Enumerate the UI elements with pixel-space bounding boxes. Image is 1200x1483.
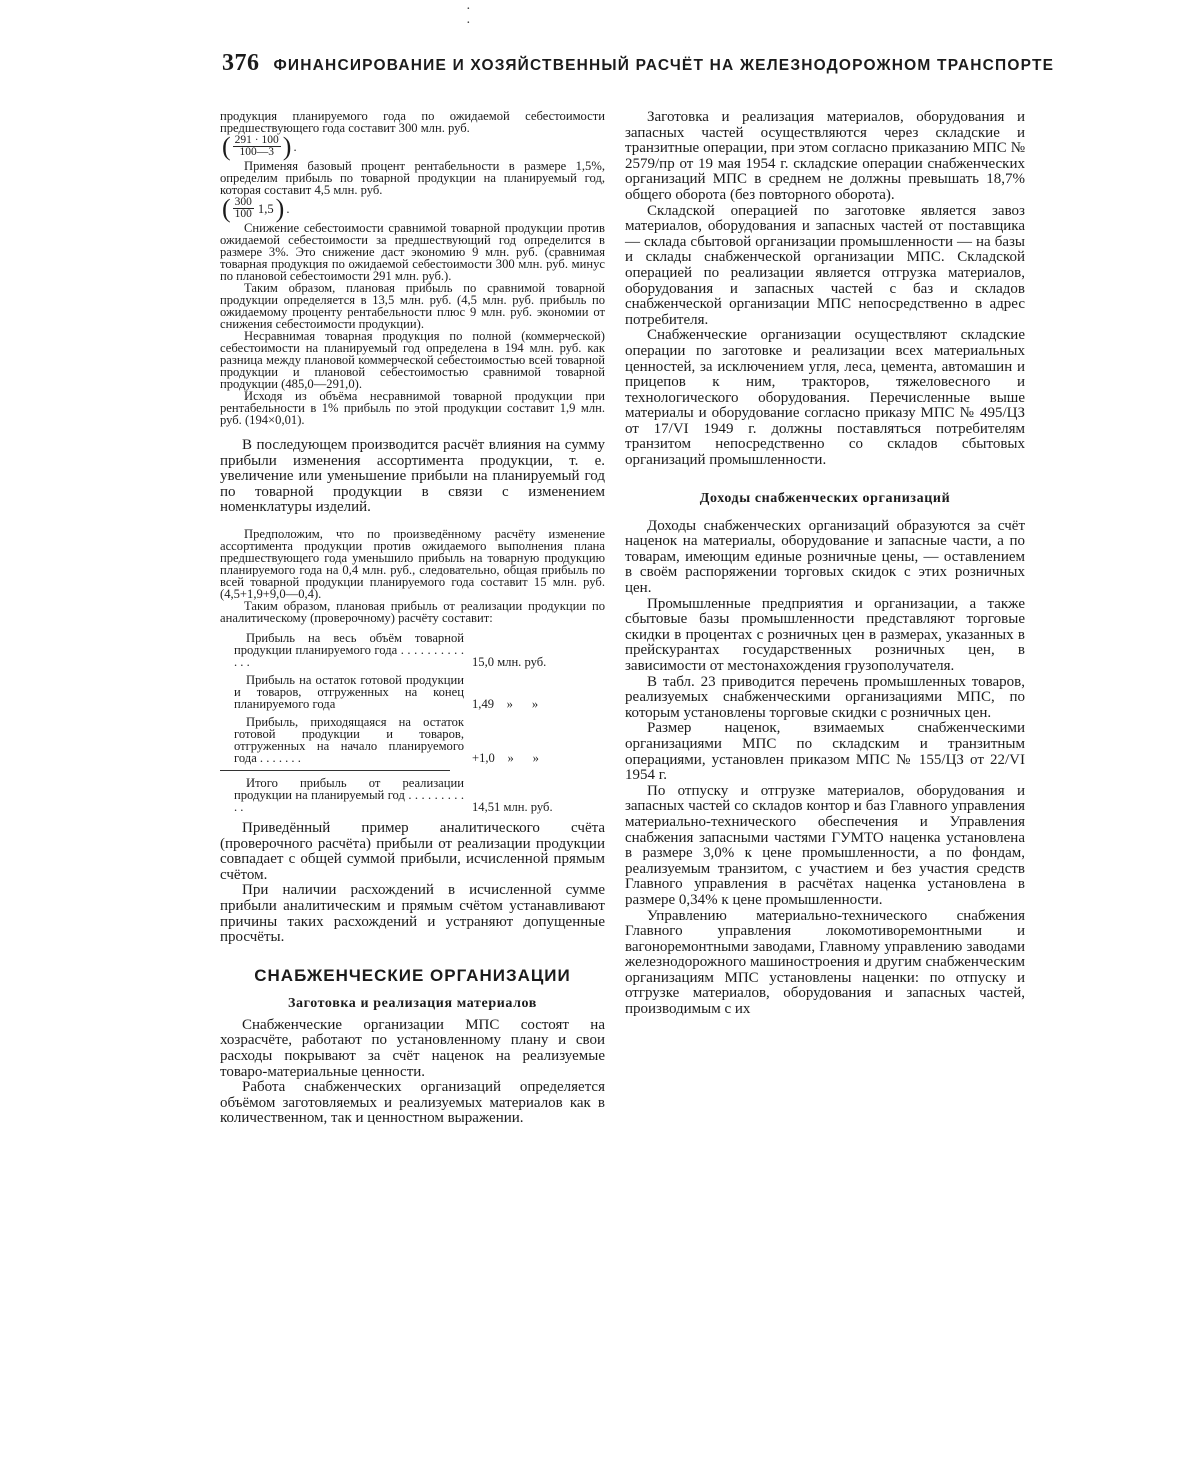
scan-mark: · <box>466 16 471 31</box>
fraction: $\frac{291 \cdot 100}{100—3}$ <box>234 134 279 158</box>
subsection-title: Доходы снабженческих организаций <box>699 490 951 506</box>
paragraph: Складской операцией по заготовке является завоз материалов, оборудования и запасных частей от поставщика — склада сбытовой организации промышленности — на базы и склады снабженческой организации МПС. Складской операцией по реализации является отгрузка материалов, оборудования и запасных частей с баз и складов снабженческой организации МПС непосредственно в адрес потребителя. <box>625 202 1025 328</box>
section-title: СНАБЖЕНЧЕСКИЕ ОРГАНИЗАЦИИ <box>254 965 571 985</box>
paragraph: Таким образом, плановая прибыль по сравнимой товарной продукции определяется в 13,5 млн. руб. (4,5 млн. руб. прибыль по ожидаемому проценту рентабельности плюс 9 млн. руб. экономии от снижения себестоимости продукции). <box>220 281 605 331</box>
page-number: 376 <box>222 50 260 76</box>
running-title: ФИНАНСИРОВАНИЕ И ХОЗЯЙСТВЕННЫЙ РАСЧЁТ НА ЖЕЛЕЗНОДОРОЖНОМ ТРАНСПОРТЕ <box>273 57 1055 74</box>
paragraph: Применяя базовый процент рентабельности в размере 1,5%, определим прибыль по товарной продукции на планируемый год, которая составит 4,5 млн. руб. <box>220 159 605 197</box>
fraction: $\frac{300}{100}$ <box>234 196 252 220</box>
paragraph: Заготовка и реализация материалов, оборудования и запасных частей осуществляются через складские и транзитные операции, при этом согласно приказанию МПС № 2579/пр от 19 мая 1954 г. складские операции снабженческих организаций МПС в среднем не должны превышать 18,7% общего оборота (без повторного оборота). <box>625 109 1025 203</box>
subsection-title: Заготовка и реализация материалов <box>288 995 537 1011</box>
paragraph: продукция планируемого года по ожидаемой себестоимости предшествующего года составит 300 млн. руб. <box>220 109 605 135</box>
paragraph: По отпуску и отгрузке материалов, оборудования и запасных частей со складов контор и баз Главного управления материально-технического обеспечения и Управления снабжения запасными частями ГУМТО наценка установлена в размере 3,0% к цене промышленности, а по фондам, реализуемым транзитом, с участием и без участия средств Главного управления в расчётах наценка установлена в размере 0,34% к цене промышленности. <box>625 782 1025 908</box>
paragraph: Исходя из объёма несравнимой товарной продукции при рентабельности в 1% прибыль по этой продукции составит 1,9 млн. руб. (194×0,01). <box>220 389 605 427</box>
paragraph: Снабженческие организации осуществляют складские операции по заготовке и реализации всех материальных ценностей, за исключением угля, леса, цемента, автомашин и прицепов к ним, тракторов, тяжеловесного и технологического оборудования. Перечисленные выше материалы и оборудование согласно приказу МПС № 495/ЦЗ от 17/VI 1949 г. должны поставляться потребителям транзитом непосредственно со складов сбытовых организаций промышленности. <box>625 327 1025 469</box>
summary-total-row: Итого прибыль от реализации продукции на планируемый год . . . . . . . . . . . 14,51 млн. руб. <box>234 775 553 814</box>
paragraph: Промышленные предприятия и организации, а также сбытовые базы промышленности представляют торговые скидки в процентах с розничных цен в размерах, указанных в прейскурантах государственных розничных цен, в зависимости от местонахождения грузополучателя. <box>625 595 1025 674</box>
paragraph: В последующем производится расчёт влияния на сумму прибыли изменения ассортимента продукции, т. е. увеличение или уменьшение прибыли на планируемый год по товарной продукции в связи с изменением номенклатуры изделий. <box>220 437 605 516</box>
formula: ( $\frac{291 \cdot 100}{100—3}$ ) . <box>222 131 297 161</box>
summary-row: Прибыль на весь объём товарной продукции планируемого года . . . . . . . . . . . . . 15,0 млн. руб. <box>234 630 547 669</box>
paragraph: Работа снабженческих организаций определяется объёмом заготовляемых и реализуемых материалов как в количественном, так и ценностном выражении. <box>220 1079 605 1127</box>
paragraph: Несравнимая товарная продукция по полной (коммерческой) себестоимости на планируемый год определена в 194 млн. руб. как разница между плановой коммерческой себестоимостью всей товарной продукции и плановой себестоимостью сравнимой товарной продукции (485,0—291,0). <box>220 329 605 391</box>
formula: ( $\frac{300}{100}$ 1,5 ) . <box>222 193 290 223</box>
paragraph: В табл. 23 приводится перечень промышленных товаров, реализуемых снабженческими организациями МПС, по которым установлены торговые скидки с розничных цен. <box>625 673 1025 721</box>
profit-summary <box>220 632 605 813</box>
summary-row: Прибыль на остаток готовой продукции и товаров, отгруженных на конец планируемого года 1,49 » » <box>234 672 539 711</box>
paragraph: Снабженческие организации МПС состоят на хозрасчёте, работают по установленному плану и свои расходы покрывают за счёт наценок на реализуемые товаро-материальные ценности. <box>220 1016 605 1080</box>
paragraph: Таким образом, плановая прибыль от реализации продукции по аналитическому (проверочному) расчёту составит: <box>220 598 605 625</box>
paragraph: Доходы снабженческих организаций образуются за счёт наценок на материалы, оборудование и запасные части, а по товарам, имеющим единые розничные цены, — оставлением в своём распоряжении торговых скидок с этих розничных цен. <box>625 517 1025 597</box>
paragraph: При наличии расхождений в исчисленной сумме прибыли аналитическим и прямым счётом устанавливают причины таких расхождений и устраняют допущенные просчёты. <box>220 882 605 946</box>
paragraph: Приведённый пример аналитического счёта (проверочного расчёта) прибыли от реализации продукции совпадает с общей суммой прибыли, исчисленной прямым счётом. <box>220 819 605 883</box>
total-divider <box>220 770 450 771</box>
scan-mark: · <box>466 2 471 17</box>
right-column <box>625 110 1025 1018</box>
left-column <box>220 110 605 1127</box>
paragraph: Снижение себестоимости сравнимой товарной продукции против ожидаемой себестоимости за предшествующий год определится в размере 3%. Это снижение даст экономию 9 млн. руб. (сравнимая товарная продукция по ожидаемой себестоимости 300 млн. руб. минус по плановой себестоимости 291 млн. руб.). <box>220 221 605 283</box>
paragraph: Размер наценок, взимаемых снабженческими организациями МПС по складским и транзитным операциями, установлен приказом МПС № 155/ЦЗ от 22/VI 1954 г. <box>625 720 1025 784</box>
summary-row: Прибыль, приходящаяся на остаток готовой продукции и товаров, отгруженных на начало планируемого года . . . . . . . +1,0 » » <box>234 714 539 765</box>
paragraph: Предположим, что по произведённому расчёту изменение ассортимента продукции против ожидаемого выполнения плана предшествующего года уменьшило прибыль на товарную продукцию планируемого года на 0,4 млн. руб., следовательно, общая прибыль по всей товарной продукции планируемого года составит 15 млн. руб. (4,5+1,9+9,0—0,4). <box>220 526 605 601</box>
paragraph: Управлению материально-технического снабжения Главного управления локомотиворемонтными и вагоноремонтными заводами, Главному управлению заводами железнодорожного машиностроения и другим снабженческим организациям МПС установлены наценки: по отпуску и отгрузке материалов, оборудования и запасных частей, производимым с их <box>625 907 1025 1018</box>
page-header <box>222 50 1055 80</box>
